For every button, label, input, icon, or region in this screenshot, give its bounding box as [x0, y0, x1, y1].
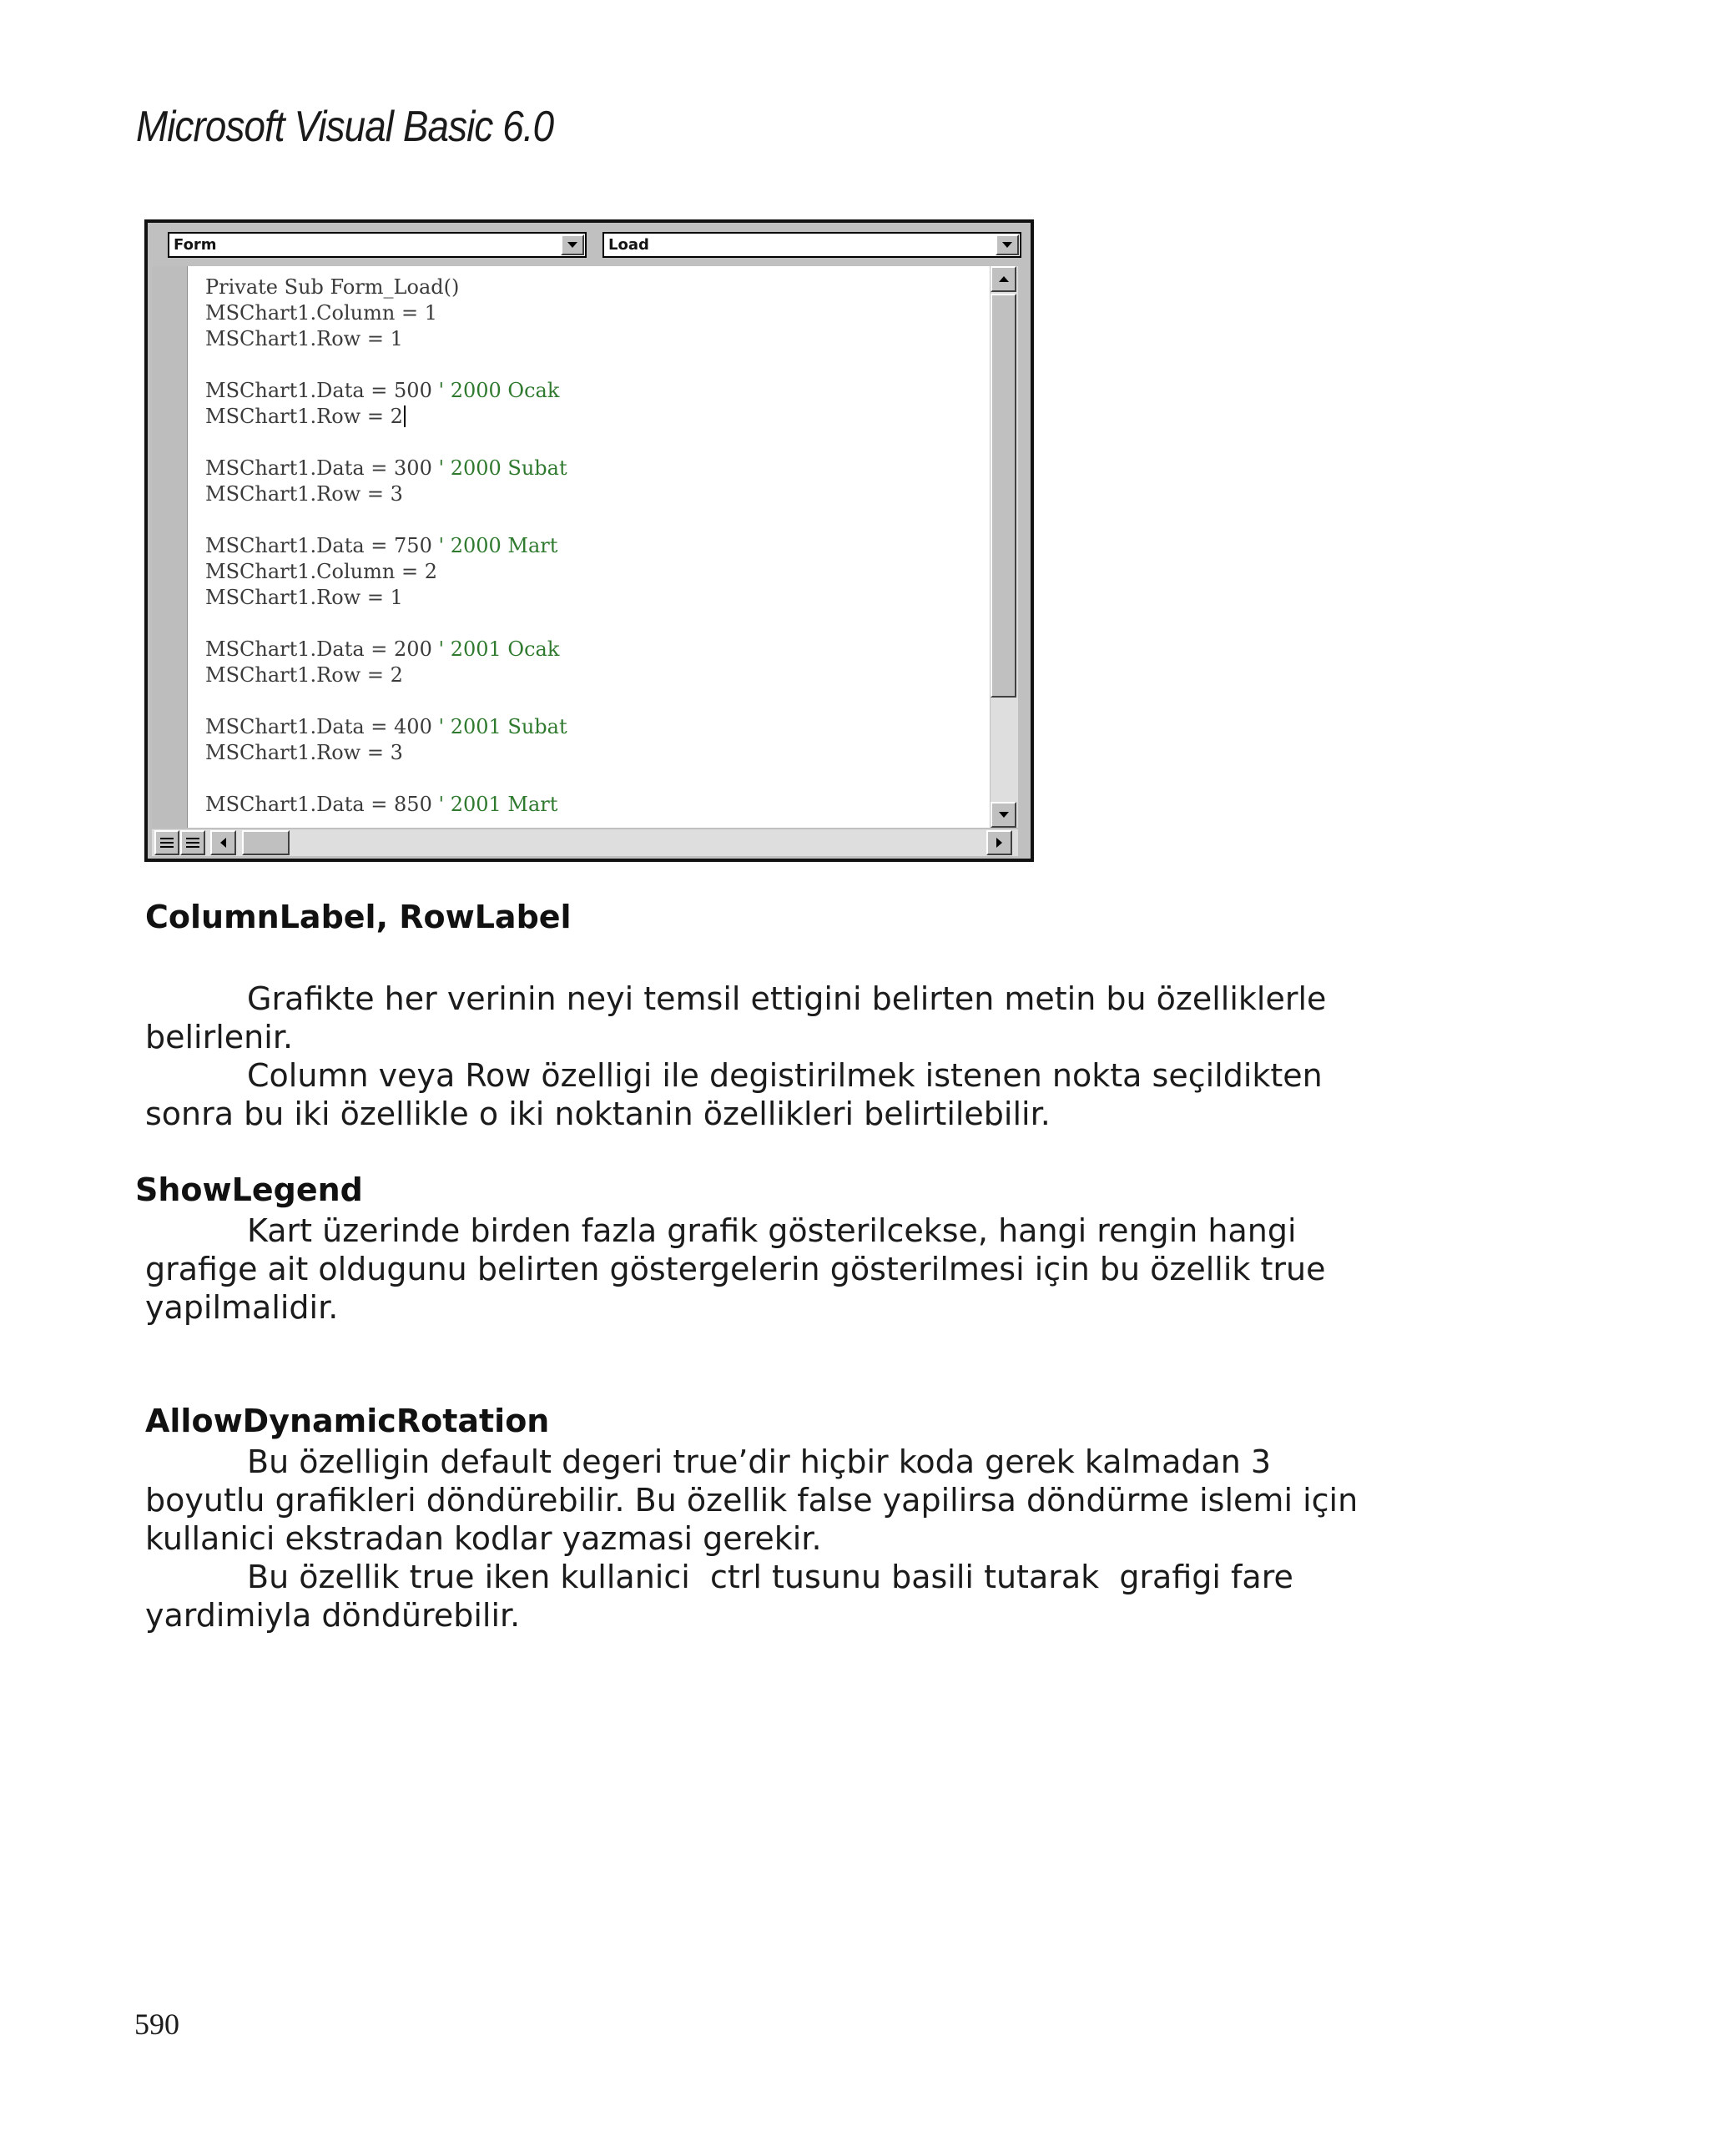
code-text: MSChart1.Row = 2 [205, 663, 403, 687]
section-paragraph-allowdynamicrotation [145, 1443, 1397, 1635]
code-text: MSChart1.Data = 300 [205, 456, 432, 480]
paragraph-line: boyutlu grafikleri döndürebilir. Bu özellik false yapilirsa döndürme islemi için [145, 1482, 1359, 1519]
code-text: MSChart1.Data = 750 [205, 534, 432, 557]
code-line [205, 275, 567, 300]
code-text: MSChart1.Column = 2 [205, 560, 437, 583]
code-text: MSChart1.Row = 1 [205, 586, 403, 609]
code-comment: ' 2001 Ocak [431, 637, 560, 661]
horizontal-scroll-thumb[interactable] [242, 830, 290, 855]
book-title-header: Microsoft Visual Basic 6.0 [136, 103, 554, 151]
arrow-down-icon [999, 812, 1009, 818]
paragraph-line: grafige ait oldugunu belirten göstergelerin gösterilmesi için bu özellik true [145, 1251, 1326, 1287]
chevron-down-icon [1002, 242, 1012, 248]
code-line [205, 430, 567, 456]
code-line [205, 714, 567, 740]
code-line [205, 533, 567, 559]
code-line [205, 662, 567, 688]
code-line [205, 326, 567, 352]
code-text: MSChart1.Row = 1 [205, 327, 403, 350]
code-text: MSChart1.Row = 2 [205, 405, 403, 428]
procedure-view-button[interactable] [154, 830, 179, 855]
section-paragraph-showlegend [145, 1211, 1397, 1327]
code-editor-window [144, 219, 1034, 862]
code-line [205, 766, 567, 792]
code-comment: ' 2000 Ocak [431, 379, 560, 402]
code-comment: ' 2000 Mart [431, 534, 558, 557]
scroll-up-button[interactable] [991, 266, 1016, 292]
code-lines [205, 275, 567, 818]
paragraph-line: belirlenir. [145, 1019, 294, 1055]
code-line [205, 637, 567, 662]
paragraph-line: Bu özelligin default degeri true’dir hiçbir koda gerek kalmadan 3 [247, 1443, 1272, 1480]
code-line [205, 740, 567, 766]
scroll-right-button[interactable] [986, 830, 1012, 855]
paragraph-line: Column veya Row özelligi ile degistirilmek istenen nokta seçildikten [247, 1057, 1323, 1094]
code-comment: ' 2001 Mart [431, 793, 558, 816]
code-text: MSChart1.Data = 400 [205, 715, 432, 738]
code-line [205, 404, 567, 430]
paragraph-line: Kart üzerinde birden fazla grafik gösterilcekse, hangi rengin hangi [247, 1212, 1297, 1249]
code-text: MSChart1.Row = 3 [205, 482, 403, 506]
arrow-left-icon [220, 838, 226, 848]
paragraph-line: Bu özellik true iken kullanici ctrl tusunu basili tutarak grafigi fare [247, 1559, 1293, 1595]
code-text: MSChart1.Column = 1 [205, 301, 437, 325]
procedure-dropdown-arrow-button[interactable] [996, 234, 1019, 255]
scroll-left-button[interactable] [210, 830, 236, 855]
code-line [205, 585, 567, 611]
section-heading-columnlabel: ColumnLabel, RowLabel [145, 899, 572, 935]
procedure-dropdown-value: Load [608, 236, 649, 254]
horizontal-scrollbar[interactable] [152, 829, 1018, 856]
procedure-dropdown[interactable] [602, 232, 1021, 258]
code-text-area[interactable] [188, 266, 990, 828]
code-text: MSChart1.Data = 500 [205, 379, 432, 402]
full-module-view-button[interactable] [180, 830, 205, 855]
object-dropdown-value: Form [174, 236, 217, 254]
code-margin-indicator-bar[interactable] [152, 266, 188, 828]
code-line [205, 507, 567, 533]
code-line [205, 792, 567, 818]
code-text: MSChart1.Row = 3 [205, 741, 403, 764]
paragraph-line: yapilmalidir. [145, 1289, 339, 1326]
chevron-down-icon [567, 242, 577, 248]
scroll-down-button[interactable] [991, 802, 1016, 828]
code-text: MSChart1.Data = 850 [205, 793, 432, 816]
code-comment: ' 2001 Subat [431, 715, 567, 738]
code-line [205, 559, 567, 585]
code-line [205, 481, 567, 507]
object-dropdown[interactable] [168, 232, 587, 258]
text-caret [404, 406, 406, 427]
code-line [205, 378, 567, 404]
section-paragraph-columnlabel [145, 980, 1397, 1133]
arrow-up-icon [999, 276, 1009, 282]
code-line [205, 456, 567, 481]
vertical-scrollbar[interactable] [991, 266, 1018, 828]
page-number: 590 [134, 2007, 179, 2041]
code-line [205, 688, 567, 714]
section-heading-showlegend: ShowLegend [135, 1171, 363, 1208]
code-text: MSChart1.Data = 200 [205, 637, 432, 661]
paragraph-line: kullanici ekstradan kodlar yazmasi gerekir. [145, 1520, 822, 1557]
code-line [205, 611, 567, 637]
paragraph-line: Grafikte her verinin neyi temsil ettigini belirten metin bu özelliklerle [247, 980, 1327, 1017]
code-text: Private Sub Form_Load() [205, 275, 460, 299]
vertical-scroll-thumb[interactable] [991, 294, 1016, 698]
paragraph-line: yardimiyla döndürebilir. [145, 1597, 521, 1634]
code-comment: ' 2000 Subat [431, 456, 567, 480]
code-line [205, 352, 567, 378]
code-line [205, 300, 567, 326]
paragraph-line: sonra bu iki özellikle o iki noktanin özellikleri belirtilebilir. [145, 1096, 1051, 1132]
section-heading-allowdynamicrotation: AllowDynamicRotation [145, 1403, 550, 1439]
object-dropdown-arrow-button[interactable] [561, 234, 584, 255]
arrow-right-icon [996, 838, 1002, 848]
